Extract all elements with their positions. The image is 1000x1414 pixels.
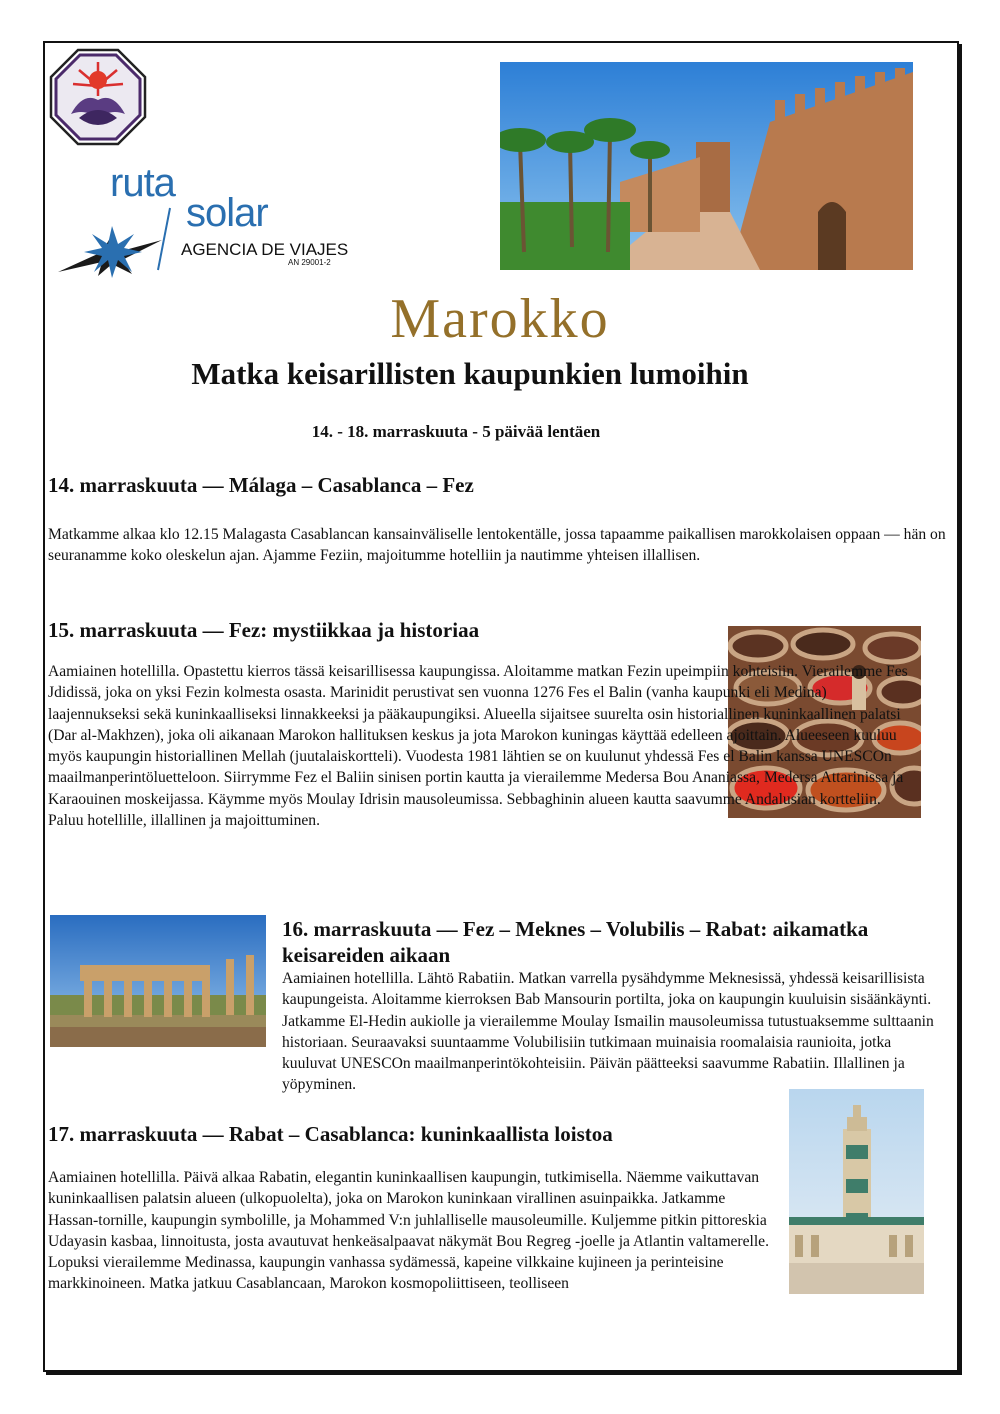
hassan-mosque-photo (789, 1089, 924, 1294)
day-description-text: Aamiainen hotellilla. Lähtö Rabatiin. Matkan varrella pysähdymme Meknesissä, yhdessä keisarillisista kaupungeista. Aloitamme kierroksen Bab Mansourin portilta, joka on kaupungin kuuluisin sisäänkäynti. Jatkamme El-Hedin aukiolle ja vierailemme Moulay Ismailin mausoleumissa tutustuaksemme sulttaanin historiaan. Seuraavaksi suuntaamme Volubilisiin tutkimaan muinaisia roomalaisia raunioita, jotka kuuluvat UNESCOn maailmanperintökohteisiin. Päivän päätteeksi saavumme Rabatiin. Illallinen ja yöpyminen. (282, 970, 934, 1094)
day-heading: 15. marraskuuta — Fez: mystiikkaa ja historiaa (48, 618, 480, 642)
brand-name-ruta: ruta (110, 161, 175, 205)
sun-emblem-icon (49, 48, 147, 146)
brand-agency: AGENCIA DE VIAJES (181, 240, 349, 259)
brand-name-solar: solar (186, 191, 268, 235)
day-description (48, 661, 908, 831)
trip-dates: 14. - 18. marraskuuta - 5 päivää lentäen (311, 422, 601, 441)
kasbah-wall-photo (500, 62, 913, 270)
page-subtitle: Matka keisarillisten kaupunkien lumoihin (191, 356, 749, 391)
day-description (282, 968, 942, 1096)
page-title: Marokko (390, 288, 610, 350)
day-description-text: Aamiainen hotellilla. Päivä alkaa Rabatin, elegantin kuninkaallisen kaupungin, tutkimisella. Näemme vaikuttavan kuninkaallisen palatsin alueen (ulkopuolelta), joka on Marokon kuninkaan virallinen asuinpaikka. Jatkamme Hassan-tornille, kaupungin symbolille, ja Mohammed V:n juhlalliselle mausoleumille. Kuljemme pitkin pittoreskia Udayasin kasbaa, linnoitusta, josta avautuvat henkeäsalpaavat näkymät Bou Regreg -joelle ja Atlantin valtamerelle. Lopuksi vierailemme Medinassa, kaupungin vanhassa sydämessä, kapeine vilkkaine kujineen ja perinteisine markkinoineen. Matka jatkuu Casablancaan, Marokon kosmopoliittiseen, teolliseen (48, 1169, 769, 1293)
day-description-text: Aamiainen hotellilla. Opastettu kierros tässä keisarillisessa kaupungissa. Aloitamme matkan Fezin upeimpiin kohteisiin. Vierailemme Fes Jdidissä, joka on yksi Fezin kolmesta osasta. Marinidit perustivat sen vuonna 1276 Fes el Balin (vanha kaupunki eli Medina) laajennukseksi sekä kuninkaalliseksi linnakkeeksi ja pääkaupungiksi. Alueella sijaitsee suurelta osin historiallinen kuninkaallinen palatsi (Dar al-Makhzen), joka oli aikanaan Marokon hallituksen keskus ja jota Marokon kuningas käyttää edelleen ajoittain. Alueeseen kuuluu myös kaupungin historiallinen Mellah (juutalaiskortteli). Vuodesta 1981 lähtien se on kuulunut yhdessä Fes el Balin kanssa UNESCOn maailmanperintöluetteloon. Siirrymme Fez el Baliin sinisen portin kautta ja vierailemme Medersa Bou Ananiassa, Medersa Attarinissa ja Karaouinen moskeijassa. Käymme myös Moulay Idrisin mausoleumissa. Sebbaghinin alueen kautta saavumme Andalusian kortteliin. Paluu hotellille, illallinen ja majoittuminen. (48, 663, 908, 830)
day-heading: 14. marraskuuta — Málaga – Casablanca – Fez (48, 473, 474, 497)
day-heading: 17. marraskuuta — Rabat – Casablanca: kuninkaallista loistoa (48, 1122, 613, 1146)
brand-license: AN 29001-2 (288, 258, 331, 267)
day-description: Matkamme alkaa klo 12.15 Malagasta Casablancan kansainväliselle lentokentälle, jossa tapaamme paikallisen marokkolaisen oppaan — hän on seuranamme koko oleskelun ajan. Ajamme Feziin, majoitumme hotelliin ja nautimme yhteisen illallisen. (48, 526, 946, 565)
day-heading: 16. marraskuuta — Fez – Meknes – Volubilis – Rabat: aikamatka keisareiden aikaan (282, 917, 869, 967)
day-description (48, 1167, 778, 1295)
volubilis-ruins-photo (50, 915, 266, 1047)
